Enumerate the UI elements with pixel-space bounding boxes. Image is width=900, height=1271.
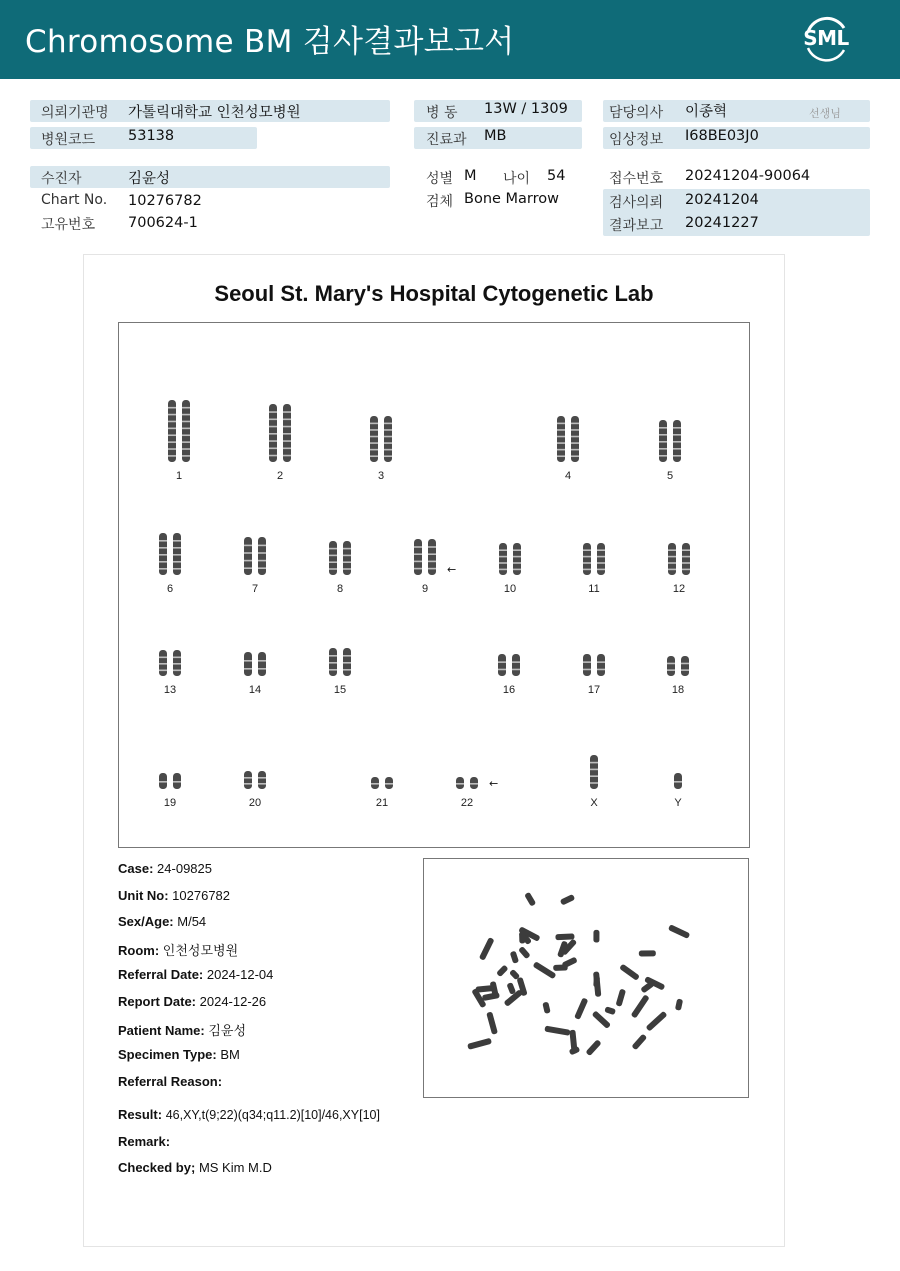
institution-label: 의뢰기관명 [41,105,109,121]
room-value: 인천성모병원 [162,943,239,958]
metaphase-chromosome [533,961,557,979]
institution-value: 가톨릭대학교 인천성모병원 [128,105,301,121]
metaphase-chromosome [604,1006,616,1015]
chromosome-11-image [576,541,612,577]
sml-logo [800,12,852,64]
metaphase-chromosome [616,989,627,1007]
report-header [0,0,900,79]
metaphase-chromosome [553,964,568,971]
hospital-code-value: 53138 [128,128,175,144]
chart-no-label: Chart No. [41,192,108,208]
specimen-label: 검체 [426,194,454,210]
case-line [118,861,212,876]
chromosome-10-image [492,541,528,577]
chromosome-14-label: 14 [248,684,262,696]
chromosome-16-image [491,652,527,678]
metaphase-chromosome [593,976,600,988]
chromosome-2-label: 2 [276,470,284,482]
specimen-type-value: BM [220,1047,240,1062]
chromosome-12-image [661,541,697,577]
chromosome-1-image [161,398,197,464]
chromosome-4-image [550,414,586,464]
chromosome-21-label: 21 [375,797,389,809]
metaphase-chromosome [542,1002,550,1014]
metaphase-chromosome [593,930,599,943]
request-date-label: 검사의뢰 [609,195,664,211]
patient-name-detail-value: 김윤성 [208,1023,247,1038]
patient-name-row-bg [30,166,390,188]
sex-value: M [464,168,477,184]
chromosome-16-label: 16 [502,684,516,696]
metaphase-chromosome [645,1011,667,1032]
metaphase-chromosome [639,950,656,956]
chromosome-13-label: 13 [163,684,177,696]
page-title: Chromosome BM 검사결과보고서 [25,24,515,60]
chromosome-7-label: 7 [251,583,259,595]
doctor-label: 담당의사 [609,105,664,121]
chromosome-2-image [262,402,298,464]
patient-name-line [118,1020,246,1039]
doctor-value: 이종혁 [685,104,728,120]
chromosome-6-label: 6 [166,583,174,595]
patient-name-value: 김윤성 [128,171,171,187]
department-value: MB [484,128,507,144]
referral-date-value: 2024-12-04 [206,967,274,982]
result-value: 46,XY,t(9;22)(q34;q11.2)[10]/46,XY[10] [165,1108,380,1122]
chromosome-3-image [363,414,399,464]
chromosome-20-label: 20 [248,797,262,809]
chromosome-X-label: X [590,797,598,809]
ward-value: 13W / 1309 [484,101,568,117]
report-date-line [118,994,266,1009]
chromosome-7-image [237,535,273,577]
chromosome-18-image [660,654,696,678]
unique-no-label: 고유번호 [41,217,96,233]
chromosome-21-image [364,775,400,791]
doctor-suffix: 선생님 [809,107,841,120]
case-value: 24-09825 [157,861,212,876]
metaphase-chromosome [524,892,536,907]
referral-date-line [118,967,273,982]
chromosome-22-label: 22 [460,797,474,809]
room-line [118,940,238,959]
metaphase-chromosome [668,924,690,939]
hospital-code-label: 병원코드 [41,132,96,148]
checked-by-label: Checked by; [118,1160,196,1175]
metaphase-image-frame [423,858,749,1098]
metaphase-chromosome [496,965,509,978]
chromosome-X-image [576,753,612,791]
chromosome-Y-image [660,771,696,791]
department-label: 진료과 [426,132,467,148]
report-date-value: 20241227 [685,215,759,231]
patient-name-detail-label: Patient Name: [118,1023,205,1038]
chromosome-6-image [152,531,188,577]
metaphase-chromosome [506,982,516,995]
chromosome-18-label: 18 [671,684,685,696]
report-title: Seoul St. Mary's Hospital Cytogenetic Lab [214,281,654,306]
chromosome-5-label: 5 [666,470,674,482]
metaphase-chromosome [519,932,525,944]
metaphase-chromosome [479,937,495,961]
metaphase-chromosome [555,933,574,940]
referral-date-label: Referral Date: [118,967,204,982]
clinical-info-label: 임상정보 [609,132,664,148]
metaphase-chromosome [631,1034,647,1051]
request-date-value: 20241204 [685,192,759,208]
unique-no-value: 700624-1 [128,215,198,231]
clinical-info-value: I68BE03J0 [685,128,759,144]
patient-name-label: 수진자 [41,171,82,187]
case-label: Case: [118,861,154,876]
chromosome-15-image [322,646,358,678]
metaphase-chromosome [585,1039,601,1056]
result-label: Result: [118,1107,163,1122]
metaphase-chromosome [619,964,640,981]
chromosome-19-label: 19 [163,797,177,809]
metaphase-chromosome [518,946,531,959]
room-label: Room: [118,943,160,958]
metaphase-chromosome [544,1026,570,1036]
chromosome-11-label: 11 [588,583,600,595]
age-value: 54 [547,168,566,184]
chromosome-4-label: 4 [564,470,572,482]
checked-by-value: MS Kim M.D [198,1160,272,1175]
chromosome-19-image [152,771,188,791]
chromosome-15-label: 15 [333,684,347,696]
chart-no-value: 10276782 [128,193,202,209]
chromosome-5-image [652,418,688,464]
referral-reason-line [118,1074,222,1089]
metaphase-chromosome [467,1038,492,1050]
specimen-value: Bone Marrow [464,191,560,207]
sex-age-label: Sex/Age: [118,914,174,929]
translocation-arrow-9: ← [447,563,457,576]
chromosome-13-image [152,648,188,678]
karyotype-report [83,254,785,1247]
sex-age-value: M/54 [177,914,207,929]
unit-no-value: 10276782 [172,888,231,903]
chromosome-9-label: 9 [421,583,429,595]
chromosome-Y-label: Y [674,797,682,809]
checked-by-line [118,1160,272,1175]
unit-no-line [118,888,230,903]
chromosome-3-label: 3 [377,470,385,482]
metaphase-chromosome [486,1011,498,1034]
chromosome-8-label: 8 [336,583,344,595]
chromosome-10-label: 10 [503,583,517,595]
chromosome-20-image [237,769,273,791]
chromosome-8-image [322,539,358,577]
report-date-detail-value: 2024-12-26 [199,994,267,1009]
unit-no-label: Unit No: [118,888,169,903]
specimen-type-label: Specimen Type: [118,1047,217,1062]
metaphase-chromosome [560,894,575,906]
chromosome-12-label: 12 [672,583,686,595]
sex-label: 성별 [426,171,454,187]
report-date-label: 결과보고 [609,218,664,234]
result-line [118,1107,380,1122]
chromosome-17-image [576,652,612,678]
remark-label: Remark: [118,1134,171,1149]
referral-reason-label: Referral Reason: [118,1074,223,1089]
chromosome-22-image [449,775,485,791]
karyogram-frame [118,322,750,848]
receipt-no-label: 접수번호 [609,171,664,187]
receipt-no-value: 20241204-90064 [685,168,811,184]
age-label: 나이 [503,171,531,187]
chromosome-14-image [237,650,273,678]
ward-label: 병 동 [426,105,458,121]
metaphase-spread-image [424,859,748,1097]
chromosome-9-image [407,537,443,577]
translocation-arrow-22: ← [489,777,499,790]
sex-age-line [118,914,206,929]
specimen-type-line [118,1047,240,1062]
metaphase-chromosome [574,997,588,1019]
remark-line [118,1134,170,1149]
report-date-detail-label: Report Date: [118,994,197,1009]
metaphase-chromosome [631,994,650,1018]
chromosome-17-label: 17 [587,684,601,696]
chromosome-1-label: 1 [175,470,183,482]
metaphase-chromosome [510,951,519,964]
logo-text: SML [803,26,849,50]
metaphase-chromosome [675,998,683,1010]
